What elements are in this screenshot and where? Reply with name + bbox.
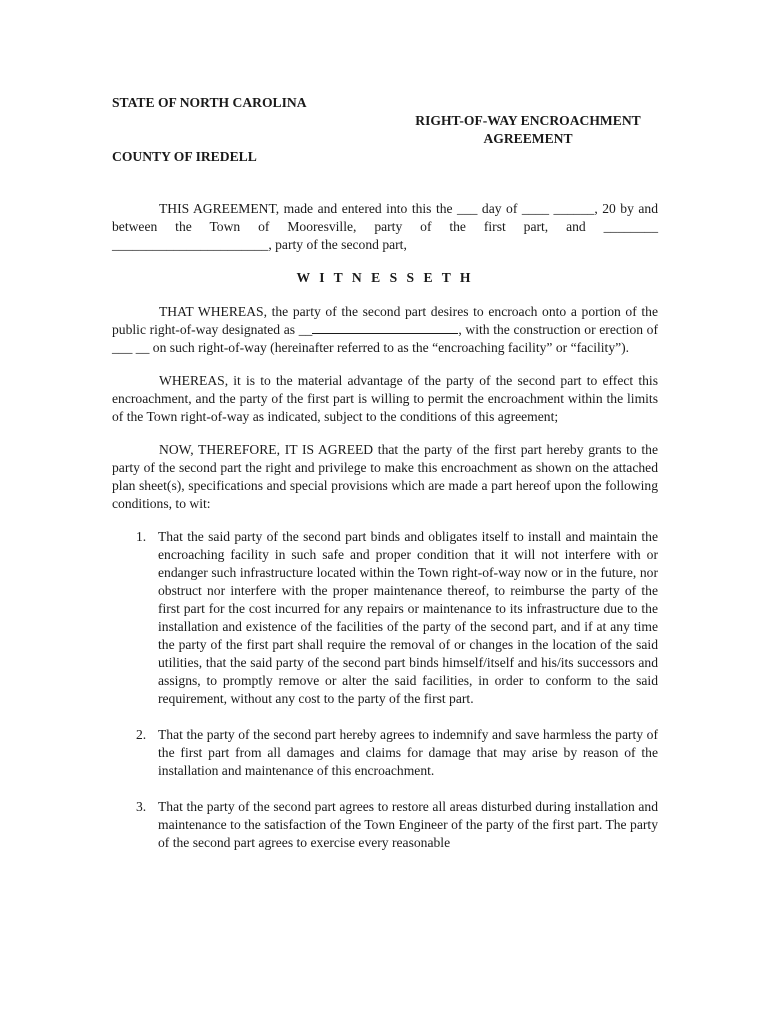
- whereas-paragraph-1: [112, 303, 658, 357]
- condition-item: [112, 726, 658, 780]
- agreement-body: [112, 200, 658, 870]
- agreement-title-line2: AGREEMENT: [483, 131, 573, 146]
- therefore-paragraph: NOW, THEREFORE, IT IS AGREED that the party of the first part hereby grants to the party of the second part the right and privilege to make this encroachment as shown on the attached plan sheet(s), specifications and special provisions which are made a part hereof upon the following conditions, to wit:: [112, 442, 658, 511]
- designation-blank: [312, 321, 458, 334]
- second-party-blank: _______________________: [112, 237, 269, 252]
- witnesseth-heading: W I T N E S S E T H: [296, 270, 474, 285]
- condition-number: 3.: [136, 799, 147, 814]
- condition-number: 1.: [136, 529, 147, 544]
- intro-text-1: THIS AGREEMENT, made and entered into this the ___ day of ____ ______, 20 by and between the Town of Mooresville, party of the first part, and ________: [112, 201, 658, 234]
- conditions-list: [112, 528, 658, 852]
- intro-text-2: , party of the second part,: [268, 237, 407, 252]
- whereas-paragraph-2: WHEREAS, it is to the material advantage of the party of the second part to effect this encroachment, and the party of the first part is willing to permit the encroachment within the limits of the Town right-of-way as indicated, subject to the conditions of this agreement;: [112, 373, 658, 424]
- condition-text: That the party of the second part agrees to restore all areas disturbed during installation and maintenance to the satisfaction of the Town Engineer of the party of the first part. The party of the second part agrees to exercise every reasonable: [158, 799, 658, 850]
- agreement-title-line1: RIGHT-OF-WAY ENCROACHMENT: [415, 113, 641, 128]
- condition-item: [112, 528, 658, 708]
- condition-text: That the party of the second part hereby agrees to indemnify and save harmless the party of the first part from all damages and claims for damage that may arise by reason of the installation and maintenance of this encroachment.: [158, 727, 658, 778]
- county-heading: COUNTY OF IREDELL: [112, 149, 257, 164]
- whereas1-text-1: THAT WHEREAS, the party of the second part desires to encroach onto a portion of the public right-of-way designated as __: [112, 304, 658, 337]
- condition-text: That the said party of the second part binds and obligates itself to install and maintain the encroaching facility in such safe and proper condition that it will not interfere with or endanger such infrastructure located within the Town right-of-way now or in the future, nor obstruct nor interfere with the proper maintenance thereof, to reimburse the party of the first part for the cost incurred for any repairs or maintenance to its infrastructure due to the installation and existence of the facilities of the party of the second part, and if at any time the party of the first part shall require the removal of or changes in the location of the said utilities, that the said party of the second part binds himself/itself and his/its successors and assigns, to promptly remove or alter the said facilities, in order to conform to the said requirement, without any cost to the party of the first part.: [158, 529, 658, 706]
- condition-number: 2.: [136, 727, 147, 742]
- state-heading: STATE OF NORTH CAROLINA: [112, 95, 307, 110]
- whereas1-text-2: , with the construction or erection of ___ __ on such right-of-way (hereinafter referred to as the “encroaching facility” or “facility”).: [112, 322, 659, 355]
- intro-paragraph: [112, 200, 658, 254]
- condition-item: [112, 798, 658, 852]
- agreement-title: [398, 112, 658, 148]
